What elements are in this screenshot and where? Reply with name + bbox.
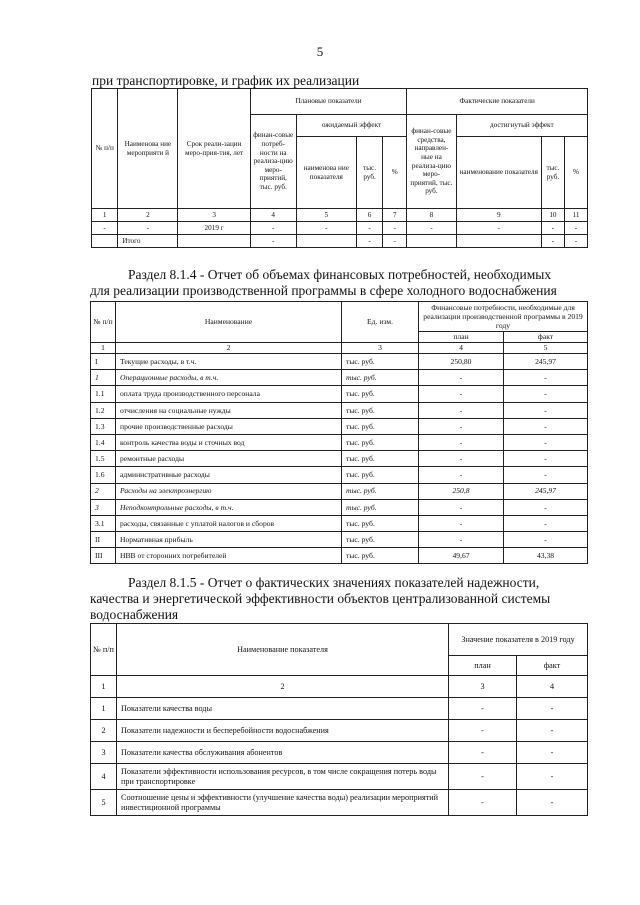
row-name: Текущие расходы, в т.ч. <box>116 354 342 370</box>
row-num: 5 <box>91 790 117 816</box>
row-num: 1 <box>91 370 116 386</box>
row-plan: - <box>419 370 504 386</box>
row-unit: тыс. руб. <box>342 402 419 418</box>
row-fact: - <box>504 451 588 467</box>
row-fact: - <box>504 532 588 548</box>
num-cell: 5 <box>296 209 356 222</box>
plan-header: Плановые показатели <box>250 89 407 115</box>
row-plan: - <box>449 720 517 742</box>
exp-pct-header: % <box>383 137 407 209</box>
section-8-1-5-title-cont: качества и энергетической эффективности объектов централизованной системы <box>90 591 551 606</box>
row-num: 2 <box>91 483 116 499</box>
row-num: 3.1 <box>91 515 116 531</box>
exp-rub-header: тыс. руб. <box>356 137 382 209</box>
num-cell: 4 <box>419 343 504 354</box>
row-unit: тыс. руб. <box>342 418 419 434</box>
row-plan: - <box>419 532 504 548</box>
cell: - <box>356 222 382 235</box>
num-cell: 1 <box>91 343 116 354</box>
num-cell: 3 <box>449 676 517 698</box>
row-name: Показатели эффективности использования ресурсов, в том числе сокращения потерь воды при транспортировке <box>117 764 449 790</box>
row-fact: - <box>504 402 588 418</box>
expected-effect-header: ожидаемый эффект <box>296 115 407 137</box>
table-row <box>91 532 588 548</box>
row-unit: тыс. руб. <box>342 370 419 386</box>
row-name: расходы, связанные с уплатой налогов и сборов <box>116 515 342 531</box>
num-cell: 6 <box>356 209 382 222</box>
num-cell: 5 <box>504 343 588 354</box>
row-unit: тыс. руб. <box>342 483 419 499</box>
plan-fin-header: финан-совые потреб-ности на реализа-цию меро-приятий, тыс. руб. <box>250 115 296 209</box>
row-name: Соотношение цены и эффективности (улучшение качества воды) реализации мероприятий инвестиционной программы <box>117 790 449 816</box>
total-row <box>92 235 588 248</box>
row-num: 1.4 <box>91 434 116 450</box>
col-term-header: Срок реали-зации меро-прия-тия, лет <box>178 89 250 209</box>
cell <box>178 235 250 248</box>
fact-header: факт <box>504 332 588 343</box>
row-fact: - <box>504 434 588 450</box>
exp-name-header: наименова ние показателя <box>296 137 356 209</box>
table-row <box>91 499 588 515</box>
num-cell: 4 <box>517 676 588 698</box>
column-numbers-row <box>92 209 588 222</box>
row-plan: - <box>449 790 517 816</box>
row-name: ремонтные расходы <box>116 451 342 467</box>
cell <box>456 235 541 248</box>
cell: - <box>383 222 407 235</box>
row-plan: 49,67 <box>419 548 504 564</box>
row-num: 4 <box>91 764 117 790</box>
column-numbers-row <box>91 343 588 354</box>
row-fact: - <box>517 790 588 816</box>
section-8-1-5-title: Раздел 8.1.5 - Отчет о фактических значениях показателей надежности, <box>128 575 540 590</box>
cell: - <box>541 222 564 235</box>
column-numbers-row <box>91 676 588 698</box>
table-row <box>91 720 588 742</box>
row-num: II <box>91 532 116 548</box>
achieved-effect-header: достигнутый эффект <box>456 115 587 137</box>
reliability-indicators-table <box>90 623 588 816</box>
num-cell: 3 <box>178 209 250 222</box>
row-fact: 245,97 <box>504 354 588 370</box>
col-name-header: Наименование показателя <box>117 624 449 676</box>
fact-fin-header: финан-совые средства, направлен-ные на реализа-цию меро-приятий, тыс. руб. <box>407 115 456 209</box>
row-plan: - <box>419 418 504 434</box>
cell: - <box>250 235 296 248</box>
row-plan: - <box>449 698 517 720</box>
cell: - <box>456 222 541 235</box>
table-row <box>91 698 588 720</box>
num-cell: 10 <box>541 209 564 222</box>
row-plan: 250,80 <box>419 354 504 370</box>
value-header: Значение показателя в 2019 году <box>449 624 588 656</box>
table-row <box>91 402 588 418</box>
row-num: 1.3 <box>91 418 116 434</box>
num-cell: 3 <box>342 343 419 354</box>
row-plan: - <box>449 764 517 790</box>
row-num: 3 <box>91 499 116 515</box>
fact-header: факт <box>517 656 588 676</box>
row-name: Операционные расходы, в т.ч. <box>116 370 342 386</box>
table-row <box>91 451 588 467</box>
row-num: I <box>91 354 116 370</box>
cell: - <box>92 222 118 235</box>
num-cell: 7 <box>383 209 407 222</box>
num-cell: 1 <box>91 676 117 698</box>
table-row <box>91 742 588 764</box>
plan-header: план <box>419 332 504 343</box>
table-row <box>91 483 588 499</box>
table-row <box>91 764 588 790</box>
table-row <box>92 222 588 235</box>
cell: - <box>250 222 296 235</box>
section-8-1-4-title-cont: для реализации производственной программы в сфере холодного водоснабжения <box>90 283 557 298</box>
financial-needs-table <box>90 301 588 564</box>
row-plan: - <box>419 451 504 467</box>
row-num: 1.5 <box>91 451 116 467</box>
ach-rub-header: тыс. руб. <box>541 137 564 209</box>
table-row <box>91 467 588 483</box>
table-row <box>91 515 588 531</box>
row-unit: тыс. руб. <box>342 499 419 515</box>
row-plan: - <box>419 515 504 531</box>
col-unit-header: Ед. изм. <box>342 302 419 343</box>
row-fact: - <box>504 386 588 402</box>
table-row <box>91 418 588 434</box>
num-cell: 2 <box>117 676 449 698</box>
section-8-1-4-title: Раздел 8.1.4 - Отчет об объемах финансовых потребностей, необходимых <box>128 267 552 282</box>
num-cell: 8 <box>407 209 456 222</box>
plan-header: план <box>449 656 517 676</box>
row-name: Показатели качества воды <box>117 698 449 720</box>
ach-name-header: наименование показателя <box>456 137 541 209</box>
row-plan: - <box>449 742 517 764</box>
table-row <box>91 434 588 450</box>
num-cell: 2 <box>116 343 342 354</box>
row-plan: - <box>419 499 504 515</box>
num-cell: 2 <box>118 209 178 222</box>
row-unit: тыс. руб. <box>342 354 419 370</box>
row-num: 1.2 <box>91 402 116 418</box>
cell: - <box>118 222 178 235</box>
row-name: контроль качества воды и сточных вод <box>116 434 342 450</box>
row-unit: тыс. руб. <box>342 467 419 483</box>
row-fact: - <box>517 698 588 720</box>
row-fact: - <box>517 742 588 764</box>
row-name: прочие производственные расходы <box>116 418 342 434</box>
col-num-header: № п/п <box>91 302 116 343</box>
table-row <box>91 354 588 370</box>
col-num-header: № п/п <box>92 89 118 209</box>
row-unit: тыс. руб. <box>342 451 419 467</box>
cell: 2019 г <box>178 222 250 235</box>
table1-caption: при транспортировке, и график их реализации <box>92 73 360 88</box>
cell <box>296 235 356 248</box>
row-num: 1.6 <box>91 467 116 483</box>
cell: - <box>296 222 356 235</box>
row-name: отчисления на социальные нужды <box>116 402 342 418</box>
table-row <box>91 790 588 816</box>
cell: - <box>541 235 564 248</box>
row-fact: - <box>504 499 588 515</box>
row-plan: 250,8 <box>419 483 504 499</box>
table-row <box>91 370 588 386</box>
row-num: 1.1 <box>91 386 116 402</box>
num-cell: 1 <box>92 209 118 222</box>
row-unit: тыс. руб. <box>342 386 419 402</box>
row-fact: 43,38 <box>504 548 588 564</box>
num-cell: 4 <box>250 209 296 222</box>
cell <box>92 235 118 248</box>
num-cell: 9 <box>456 209 541 222</box>
row-name: административные расходы <box>116 467 342 483</box>
row-fact: - <box>504 467 588 483</box>
table-row <box>91 386 588 402</box>
cell: - <box>356 235 382 248</box>
row-plan: - <box>419 434 504 450</box>
col-name-header: Наименование <box>116 302 342 343</box>
row-unit: тыс. руб. <box>342 532 419 548</box>
row-fact: - <box>517 764 588 790</box>
cell: - <box>564 235 587 248</box>
measures-table <box>91 88 588 248</box>
section-8-1-5-title-cont2: водоснабжения <box>90 607 179 622</box>
row-unit: тыс. руб. <box>342 548 419 564</box>
ach-pct-header: % <box>564 137 587 209</box>
table-row <box>91 548 588 564</box>
row-unit: тыс. руб. <box>342 515 419 531</box>
row-plan: - <box>419 467 504 483</box>
row-fact: - <box>504 370 588 386</box>
row-fact: 245,97 <box>504 483 588 499</box>
row-fact: - <box>504 418 588 434</box>
col-name-header: Наименова ние мероприяти й <box>118 89 178 209</box>
row-num: 1 <box>91 698 117 720</box>
row-name: Показатели качества обслуживания абонентов <box>117 742 449 764</box>
cell: - <box>383 235 407 248</box>
row-name: Нормативная прибыль <box>116 532 342 548</box>
num-cell: 11 <box>564 209 587 222</box>
row-plan: - <box>419 386 504 402</box>
row-fact: - <box>517 720 588 742</box>
row-name: Расходы на электроэнергию <box>116 483 342 499</box>
row-name: оплата труда производственного персонала <box>116 386 342 402</box>
row-fact: - <box>504 515 588 531</box>
row-num: 2 <box>91 720 117 742</box>
fin-needs-header: Финансовые потребности, необходимые для реализации производственной программы в 2019 году <box>419 302 588 332</box>
cell: - <box>407 222 456 235</box>
row-name: Неподконтрольные расходы, в т.ч. <box>116 499 342 515</box>
row-name: Показатели надежности и бесперебойности водоснабжения <box>117 720 449 742</box>
row-num: 3 <box>91 742 117 764</box>
total-label: Итого <box>118 235 178 248</box>
row-name: НВВ от сторонних потребителей <box>116 548 342 564</box>
cell: - <box>564 222 587 235</box>
fact-header: Фактические показатели <box>407 89 588 115</box>
cell <box>407 235 456 248</box>
page-number: 5 <box>316 44 324 59</box>
row-num: III <box>91 548 116 564</box>
row-plan: - <box>419 402 504 418</box>
row-unit: тыс. руб. <box>342 434 419 450</box>
col-num-header: № п/п <box>91 624 117 676</box>
